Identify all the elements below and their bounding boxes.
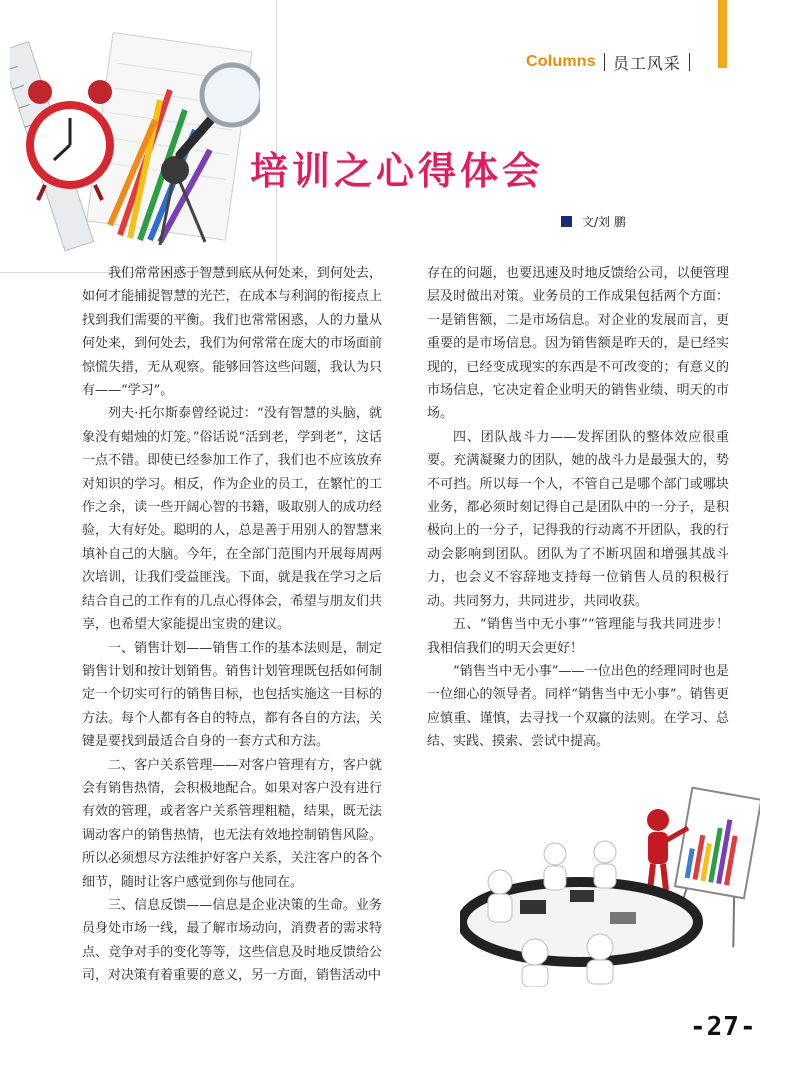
paragraph: 三、信息反馈——信息是企业决策的生命。业务员身处市场一线，最了解市场动向，消费者的需求特点、竞争对手的变化等等，这些信息及时地反馈给公司，对决策有着重要的意义，另一方面，销售活动中: [82, 897, 382, 984]
accent-bar: [718, 0, 727, 68]
paragraph: 我们常常困惑于智慧到底从何处来，到何处去，如何才能捕捉智慧的光芒，在成本与利润的衔接点上找到我们需要的平衡。我们也常常困惑，人的力量从何处来，到何处去，我们为何常常在庞大的市场面前惊慌失措，无从观察。能够回答这些问题，我认为只有——“学习”。: [82, 266, 382, 399]
article-column-right: [427, 262, 729, 754]
article-column-left: [82, 262, 382, 988]
3d-people-meeting-icon: [460, 782, 760, 987]
page-number: -27-: [690, 1012, 757, 1042]
byline-text: 文/刘 鹏: [582, 215, 626, 229]
alarm-clock-pencils-magnifier-icon: [10, 20, 260, 260]
paragraph-continuation: 存在的问题，也要迅速及时地反馈给公司，以便管理层及时做出对策。业务员的工作成果包括两个方面：一是销售额，二是市场信息。对企业的发展而言，更重要的是市场信息。因为销售额是昨天的，是已经实现的，已经变成现实的东西是不可改变的；有意义的市场信息，它决定着企业明天的销售业绩、明天的市场。: [427, 266, 729, 422]
paragraph: 二、客户关系管理——对客户管理有方，客户就会有销售热情，会积极地配合。如果对客户没有进行有效的管理，或者客户关系管理粗糙，结果，既无法调动客户的销售热情，也无法有效地控制销售风险。所以必须想尽方法维护好客户关系，关注客户的各个细节，随时让客户感觉到你与他同在。: [82, 757, 382, 890]
section-label: 员工风采: [612, 53, 681, 73]
paragraph: 五、“销售当中无小事”“管理能与我共同进步！我相信我们的明天会更好！: [427, 617, 729, 656]
paragraph: “销售当中无小事”——一位出色的经理同时也是一位细心的领导者。同样“销售当中无小事”。销售更应慎重、谨慎，去寻找一个双赢的法则。在学习、总结、实践、摸索、尝试中提高。: [427, 663, 729, 750]
columns-label: Columns: [526, 53, 596, 70]
paragraph: 一、销售计划——销售工作的基本法则是，制定销售计划和按计划销售。销售计划管理既包括如何制定一个切实可行的销售目标，也包括实施这一目标的方法。每个人都有各自的特点，都有各自的方法，关键是要找到最适合自身的一套方式和方法。: [82, 640, 382, 750]
header-separator-right: [689, 53, 690, 71]
paragraph: 四、团队战斗力——发挥团队的整体效应很重要。充满凝聚力的团队，她的战斗力是最强大的，势不可挡。所以每一个人，不管自己是哪个部门或哪块业务，都必须时刻记得自己是团队中的一分子，是积极向上的一分子，记得我的行动离不开团队，我的行动会影响到团队。团队为了不断巩固和增强其战斗力，也会义不容辞地支持每一位销售人员的积极行动。共同努力，共同进步，共同收获。: [427, 429, 729, 609]
header-separator: [604, 53, 605, 71]
section-header: [526, 50, 698, 74]
byline: [561, 213, 626, 230]
paragraph: 列夫·托尔斯泰曾经说过：“没有智慧的头脑，就象没有蜡烛的灯笼。”俗话说“活到老，学到老”，这话一点不错。即使已经参加工作了，我们也不应该放弃对知识的学习。相反，作为企业的员工，在繁忙的工作之余，读一些开阔心智的书籍，吸取别人的成功经验，大有好处。聪明的人，总是善于用别人的智慧来填补自己的大脑。今年，在全部门范围内开展每周两次培训，让我们受益匪浅。下面，就是我在学习之后结合自己的工作有的几点心得体会，希望与朋友们共享，也希望大家能提出宝贵的建议。: [82, 406, 382, 633]
article-title: 培训之心得体会: [250, 149, 545, 193]
byline-square-icon: [561, 216, 572, 227]
